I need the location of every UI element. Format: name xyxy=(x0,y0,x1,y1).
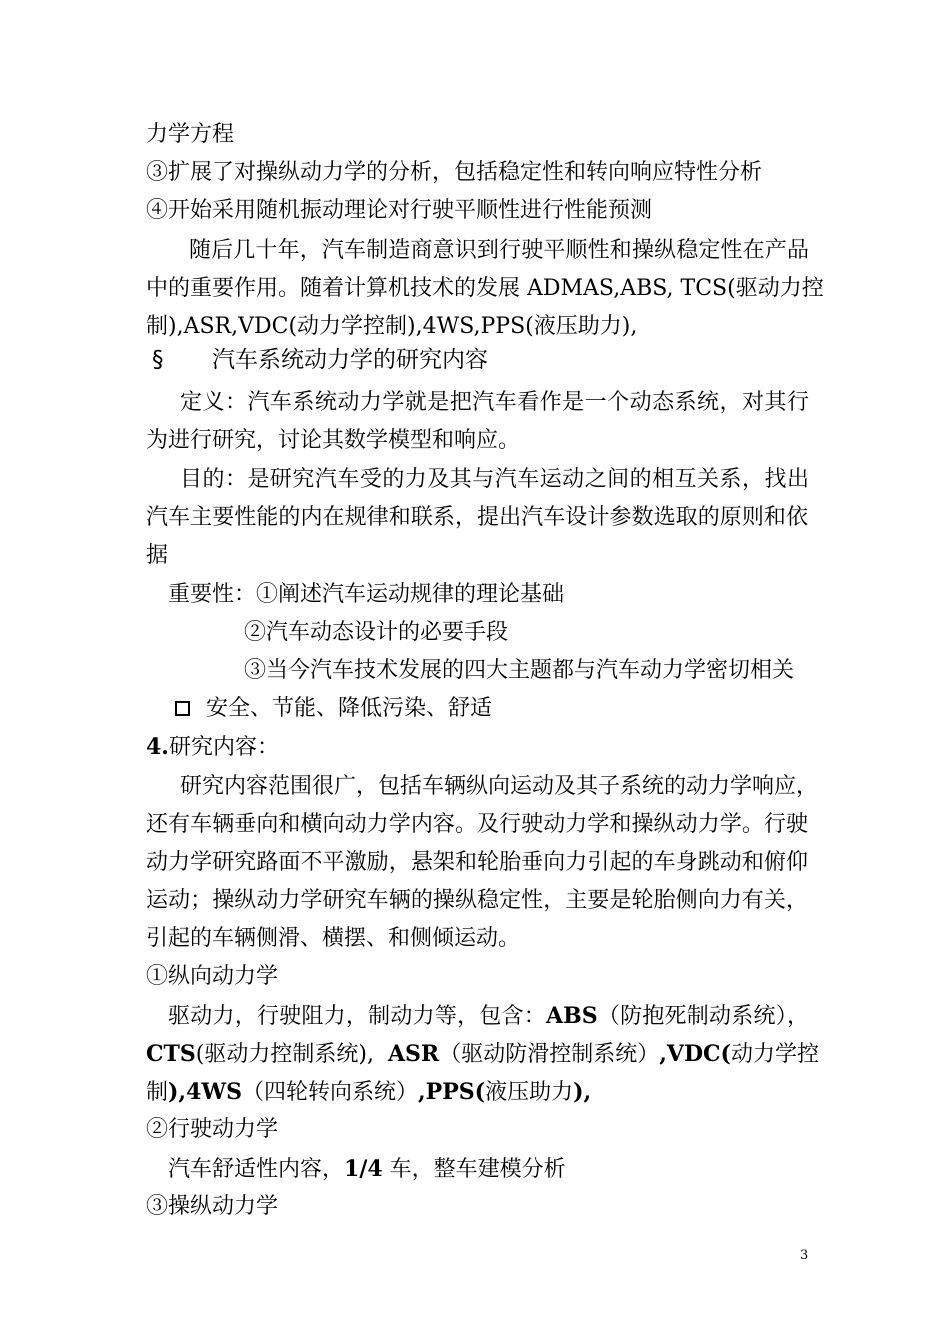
text-line: 中的重要作用。随着计算机技术的发展 ADMAS,ABS, TCS(驱动力控 xyxy=(146,276,824,301)
text-span: ), xyxy=(573,1079,592,1105)
text-line xyxy=(146,1077,591,1108)
text-line: ③当今汽车技术发展的四大主题都与汽车动力学密切相关 xyxy=(244,658,795,683)
text-span: CTS xyxy=(146,1041,196,1067)
section-heading xyxy=(152,345,488,375)
text-span: ,VDC( xyxy=(659,1041,731,1067)
text-line: 随后几十年，汽车制造商意识到行驶平顺性和操纵稳定性在产品 xyxy=(189,238,809,263)
section-symbol: § xyxy=(152,347,164,373)
text-line: 定义：汽车系统动力学就是把汽车看作是一个动态系统，对其行 xyxy=(180,390,809,415)
text-span: 液压助力 xyxy=(485,1080,574,1105)
text-line: 研究内容范围很广，包括车辆纵向运动及其子系统的动力学响应， xyxy=(180,774,819,799)
text-span: (驱动力控制系统), xyxy=(195,1042,374,1067)
text-span: ASR xyxy=(387,1041,440,1067)
text-span: ,PPS( xyxy=(418,1079,486,1105)
page-number: 3 xyxy=(800,1248,809,1263)
text-span: 车，整车建模分析 xyxy=(382,1157,566,1182)
text-span: 驱动力，行驶阻力，制动力等，包含： xyxy=(168,1004,547,1029)
text-span: （四轮转向系统） xyxy=(242,1080,419,1105)
section-title: 汽车系统动力学的研究内容 xyxy=(212,347,488,373)
text-line: 为进行研究，讨论其数学模型和响应。 xyxy=(146,428,521,453)
text-span: 制 xyxy=(146,1080,169,1105)
text-line: ②汽车动态设计的必要手段 xyxy=(244,620,509,645)
text-line: 力学方程 xyxy=(146,122,235,147)
text-line: ③扩展了对操纵动力学的分析，包括稳定性和转向响应特性分析 xyxy=(146,160,763,185)
text-line: 引起的车辆侧滑、横摆、和侧倾运动。 xyxy=(146,926,521,951)
text-line: 据 xyxy=(146,543,169,568)
text-line: 重要性：①阐述汽车运动规律的理论基础 xyxy=(168,582,565,607)
bullet-text: 安全、节能、降低污染、舒适 xyxy=(206,696,493,721)
text-line: ②行驶动力学 xyxy=(146,1117,279,1142)
text-line xyxy=(168,1001,809,1032)
text-span: （驱动防滑控制系统） xyxy=(439,1042,660,1067)
text-line: 还有车辆垂向和横向动力学内容。及行驶动力学和操纵动力学。行驶 xyxy=(146,812,808,837)
text-span: （防抱死制动系统）， xyxy=(597,1004,809,1029)
text-line: 汽车主要性能的内在规律和联系，提出汽车设计参数选取的原则和依 xyxy=(146,505,808,530)
text-line: ④开始采用随机振动理论对行驶平顺性进行性能预测 xyxy=(146,198,653,223)
text-line xyxy=(168,1154,566,1185)
text-span: 汽车舒适性内容， xyxy=(168,1157,345,1182)
text-span: 1/4 xyxy=(344,1156,383,1182)
item-number: 4. xyxy=(146,734,169,760)
text-line xyxy=(146,1039,819,1070)
text-span: 动力学控 xyxy=(730,1042,819,1067)
text-span: ABS xyxy=(546,1003,598,1029)
text-line: 制),ASR,VDC(动力学控制),4WS,PPS(液压助力), xyxy=(146,314,638,339)
text-line: 运动；操纵动力学研究车辆的操纵稳定性，主要是轮胎侧向力有关， xyxy=(146,888,808,913)
item-title: 研究内容： xyxy=(168,735,279,760)
checkbox-square-icon xyxy=(175,701,190,716)
bullet-line xyxy=(175,694,492,724)
text-line: ①纵向动力学 xyxy=(146,964,279,989)
text-line xyxy=(146,732,279,763)
text-line: ③操纵动力学 xyxy=(146,1194,279,1219)
text-line: 目的：是研究汽车受的力及其与汽车运动之间的相互关系，找出 xyxy=(180,467,809,492)
text-span: ),4WS xyxy=(168,1079,242,1105)
text-line: 动力学研究路面不平激励，悬架和轮胎垂向力引起的车身跳动和俯仰 xyxy=(146,850,808,875)
